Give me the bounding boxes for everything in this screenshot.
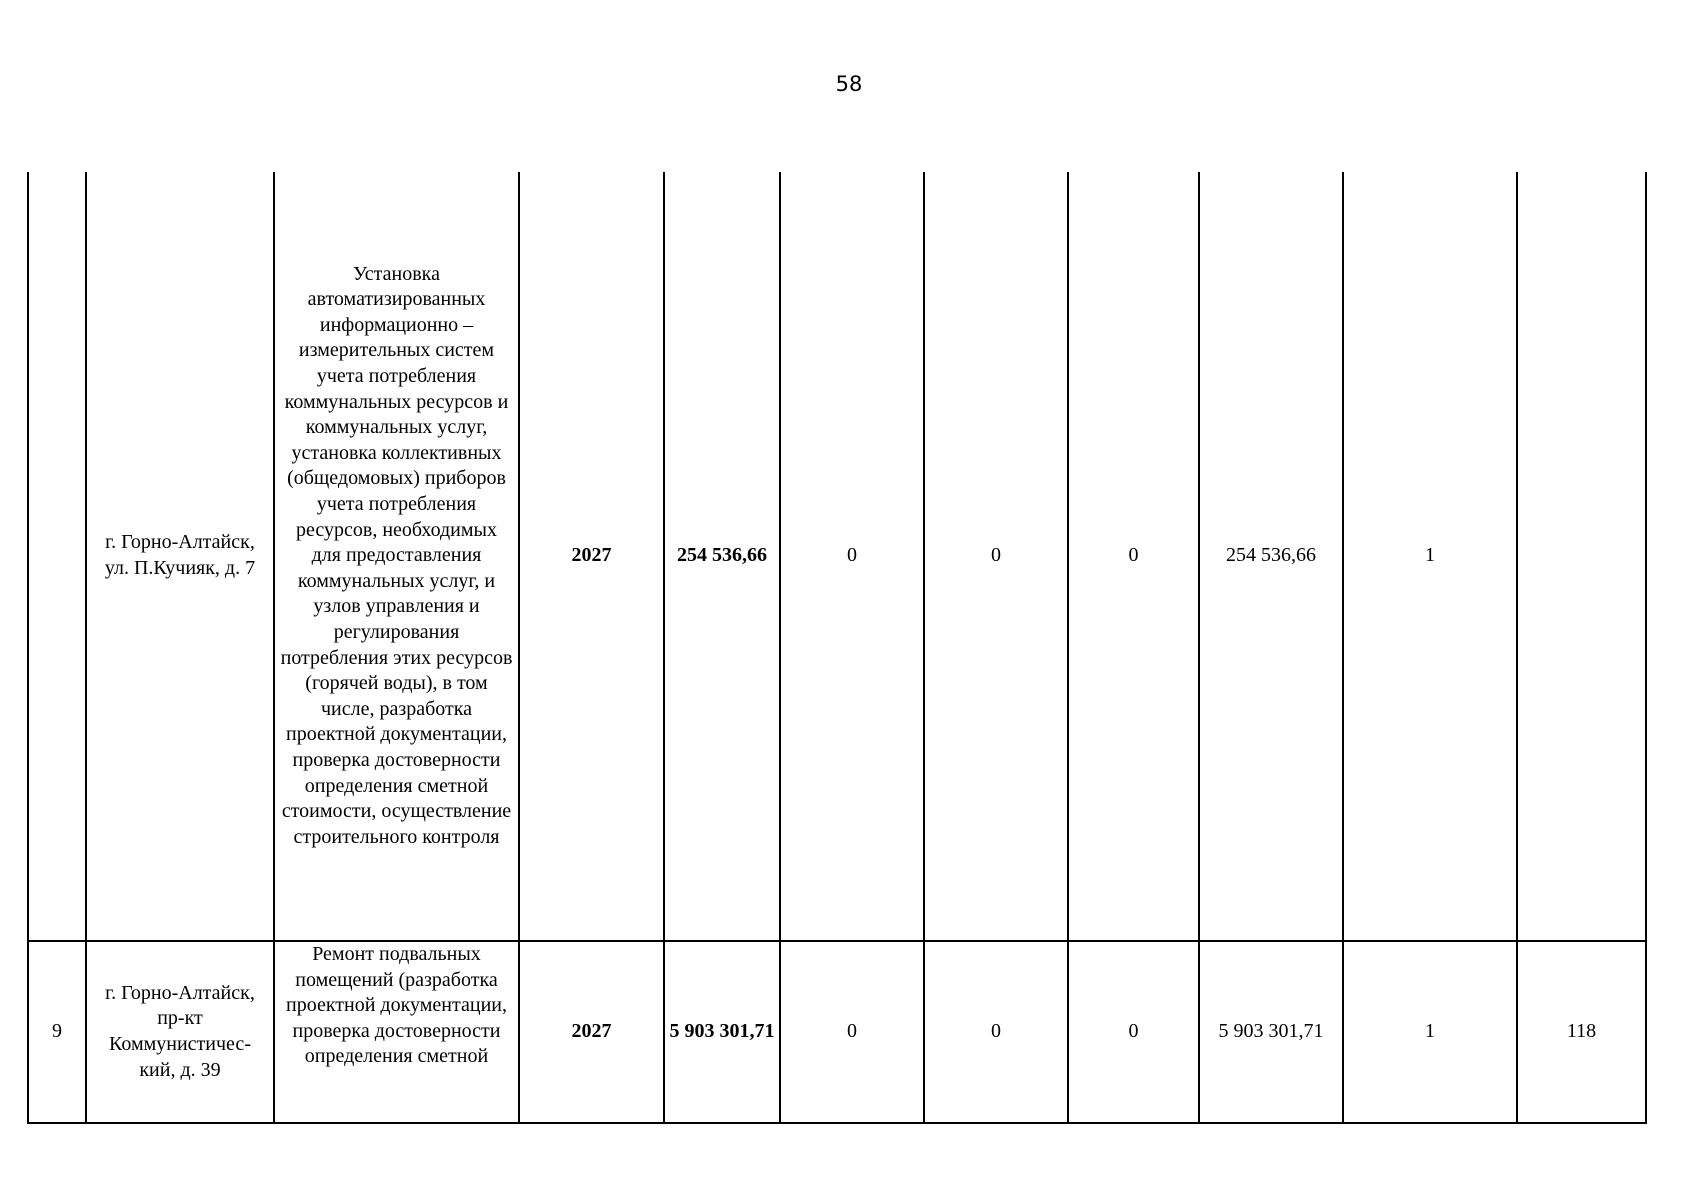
year-cell: 2027 <box>519 941 664 1123</box>
funding-cell-3: 0 <box>1068 172 1199 941</box>
last-cell: 118 <box>1517 941 1646 1123</box>
last-cell <box>1517 172 1646 941</box>
total-cost-cell: 5 903 301,71 <box>664 941 780 1123</box>
work-description-text: Установка автоматизированных информационно – измерительных систем учета потребления коммунальных ресурсов и коммунальных услуг, установка коллективных (общедомовых) приборов учета потребления ресурсов, необходимых для предоставления коммунальных услуг, и узлов управления и регулирования потребления этих ресурсов (горячей воды), в том числе, разработка проектной документации, проверка достоверности определения сметной стоимости, осуществление строительного контроля <box>280 262 513 848</box>
funding-cell-1: 0 <box>780 941 924 1123</box>
funding-cell-2: 0 <box>924 941 1068 1123</box>
funding-cell-3: 0 <box>1068 941 1199 1123</box>
funding-cell-1: 0 <box>780 172 924 941</box>
funding-cell-2: 0 <box>924 172 1068 941</box>
row-index-cell <box>28 172 86 941</box>
table-row <box>28 941 1646 1123</box>
address-cell: г. Горно-Алтайск, ул. П.Кучияк, д. 7 <box>86 172 274 941</box>
work-description-cell <box>274 941 519 1123</box>
table-row <box>28 172 1646 941</box>
work-description-cell <box>274 172 519 941</box>
address-cell: г. Горно-Алтайск, пр-кт Коммунистичес-кий, д. 39 <box>86 941 274 1123</box>
year-cell: 2027 <box>519 172 664 941</box>
count-cell: 1 <box>1343 941 1517 1123</box>
funding-cell-4: 5 903 301,71 <box>1199 941 1343 1123</box>
work-description-text: Ремонт подвальных помещений (разработка проектной документации, проверка достоверности определения сметной <box>286 943 507 1068</box>
row-index-cell: 9 <box>28 941 86 1123</box>
funding-cell-4: 254 536,66 <box>1199 172 1343 941</box>
total-cost-cell: 254 536,66 <box>664 172 780 941</box>
capital-repair-table <box>27 172 1647 1124</box>
page-number: 58 <box>835 72 863 96</box>
count-cell: 1 <box>1343 172 1517 941</box>
